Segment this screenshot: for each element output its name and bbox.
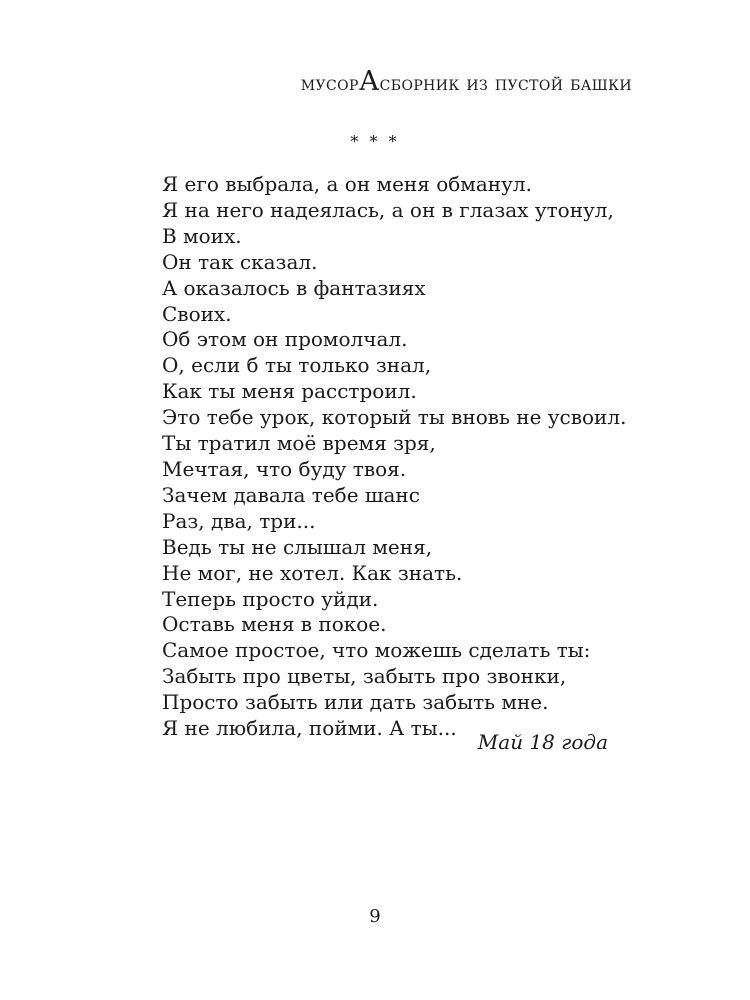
poem-line: Это тебе урок, который ты вновь не усвоил. (162, 405, 627, 430)
poem-line: Мечтая, что буду твоя. (162, 456, 407, 481)
header-title-part2: сборник из пустой башки (379, 71, 632, 95)
poem-line: Я на него надеялась, а он в глазах утонул, (162, 197, 614, 222)
poem-line: Своих. (162, 301, 232, 326)
poem-line: Забыть про цветы, забыть про звонки, (162, 664, 567, 689)
running-header (301, 66, 632, 97)
poem-line: Не мог, не хотел. Как знать. (162, 560, 463, 585)
header-title-part1: мусор (300, 71, 359, 95)
poem-line: Он так сказал. (162, 249, 318, 274)
poem-line: Я не любила, пойми. А ты... (162, 716, 457, 741)
poem-line: Ты тратил моё время зря, (162, 431, 436, 456)
poem-line: Теперь просто уйди. (162, 586, 379, 611)
poem-line: Я его выбрала, а он меня обманул. (162, 172, 532, 196)
poem-line: Раз, два, три... (162, 508, 316, 533)
poem-line: Зачем давала тебе шанс (162, 482, 420, 507)
poem-line: Просто забыть или дать забыть мне. (162, 690, 549, 715)
poem-line: О, если б ты только знал, (162, 353, 432, 378)
poem-line: А оказалось в фантазиях (162, 275, 426, 300)
poem-date: Май 18 года (477, 730, 608, 754)
poem-line: Ведь ты не слышал меня, (162, 534, 433, 559)
poem-line: В моих. (162, 223, 242, 248)
poem-line: Об этом он промолчал. (162, 327, 408, 352)
page-number: 9 (369, 906, 381, 927)
header-title-capital: А (358, 66, 380, 97)
poem-line: Оставь меня в покое. (162, 612, 387, 637)
poem-line: Самое простое, что можешь сделать ты: (162, 638, 591, 663)
poem-body (162, 172, 626, 742)
section-separator: * * * (350, 132, 400, 151)
poem-line: Как ты меня расстроил. (162, 379, 417, 404)
